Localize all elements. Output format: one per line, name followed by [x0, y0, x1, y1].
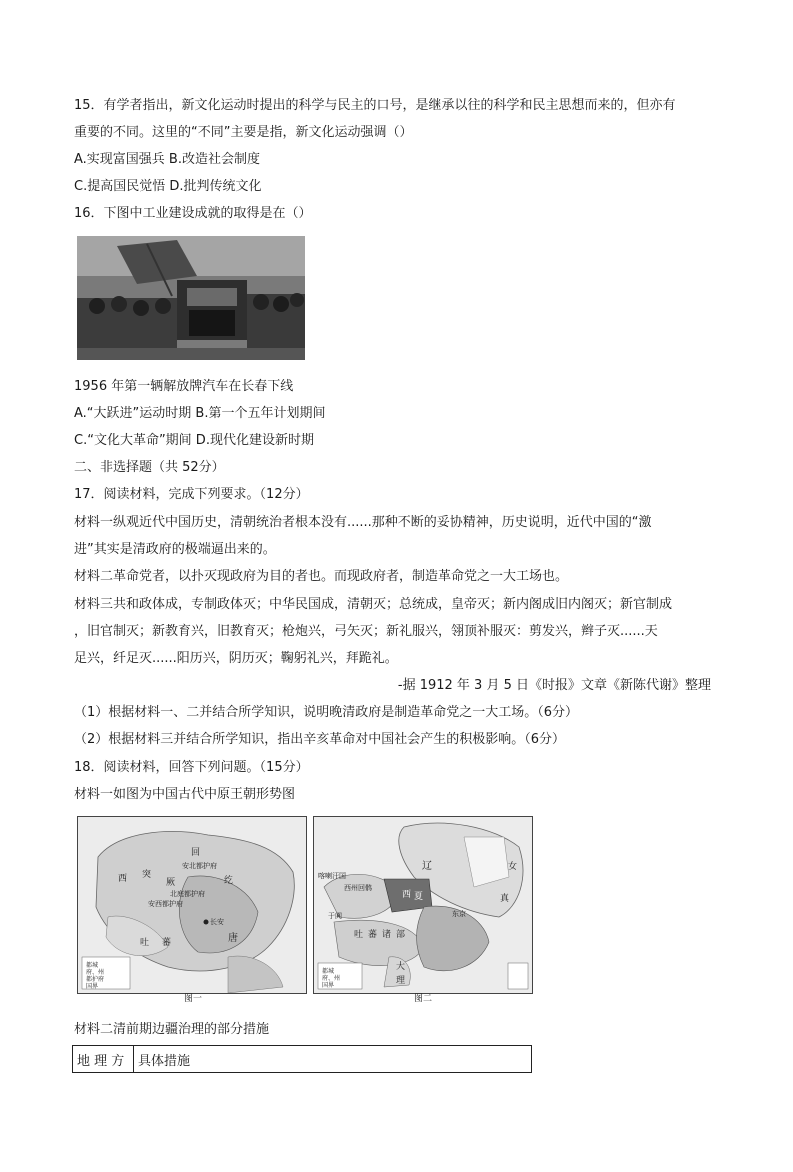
map2-legend-item: 都城	[322, 968, 335, 975]
map1-legend-item: 都城	[86, 962, 99, 969]
q17-material2: 材料二革命党者，以扑灭现政府为目的者也。而现政府者，制造革命党之一大工场也。	[74, 569, 569, 584]
table-header-row	[73, 1046, 532, 1073]
q15-stem-line2: 重要的不同。这里的“不同”主要是指，新文化运动强调（）	[74, 125, 413, 140]
border-measures-table	[72, 1045, 532, 1073]
q16-photo-caption: 1956 年第一辆解放牌汽车在长春下线	[74, 379, 294, 394]
q15-stem-line1: 15．有学者指出，新文化运动时提出的科学与民主的口号，是继承以往的科学和民主思想而来的，但亦有	[74, 98, 676, 113]
map2-label: 真	[500, 894, 510, 904]
truck-photo-illustration	[77, 236, 305, 360]
map1-label: 安北都护府	[182, 862, 217, 870]
q17-material1-line2: 进”其实是清政府的极端逼出来的。	[74, 542, 276, 557]
q18-material2: 材料二清前期边疆治理的部分措施	[74, 1022, 270, 1037]
q17-source-citation: -据 1912 年 3 月 5 日《时报》文章《新陈代谢》整理	[397, 678, 711, 693]
map1-label: 纥	[224, 876, 234, 886]
map1-terrain	[78, 817, 306, 993]
map2-label: 诸	[382, 930, 392, 940]
map-tang-dynasty	[77, 816, 307, 994]
q18-material1: 材料一如图为中国古代中原王朝形势图	[74, 787, 296, 802]
map1-caption: 图一	[184, 994, 203, 1004]
q18-stem: 18．阅读材料，回答下列问题。（15分）	[74, 760, 309, 775]
table-header-cell: 具体措施	[134, 1046, 532, 1073]
map2-caption: 图二	[414, 994, 433, 1004]
map1-label: 北庭都护府	[170, 890, 205, 898]
map1-label: 吐	[140, 938, 150, 948]
q17-material3-line3: 足兴，纤足灭......阳历兴，阴历灭；鞠躬礼兴，拜跪礼。	[74, 651, 398, 666]
q17-material3-line2: ，旧官制灭；新教育兴，旧教育灭；枪炮兴，弓矢灭；新礼服兴，翎顶补服灭：剪发兴，辫子灭......天	[74, 624, 658, 639]
q16-options-cd: C.“文化大革命”期间 D.现代化建设新时期	[74, 433, 314, 448]
q15-options-ab: A.实现富国强兵 B.改造社会制度	[74, 152, 260, 167]
map2-label: 西州回鹘	[344, 884, 372, 892]
map2-legend-item: 国界	[322, 982, 335, 989]
table-header-cell: 地 理 方	[73, 1046, 134, 1073]
map2-label: 夏	[414, 892, 424, 902]
map1-label: 回	[191, 848, 201, 858]
map2-label: 吐	[354, 930, 364, 940]
map2-label: 喀喇汗国	[318, 872, 346, 880]
map1-label: 突	[142, 870, 152, 880]
map2-legend-item: 府、州	[322, 975, 341, 982]
truck-photo	[77, 236, 305, 360]
section2-title: 二、非选择题（共 52分）	[74, 460, 225, 475]
q15-options-cd: C.提高国民觉悟 D.批判传统文化	[74, 179, 262, 194]
q17-subquestion2: （2）根据材料三并结合所学知识，指出辛亥革命对中国社会产生的积极影响。（6分）	[74, 732, 566, 747]
map2-label: 大	[396, 962, 406, 972]
map1-label: 厥	[166, 878, 176, 888]
map2-terrain	[314, 817, 532, 993]
map1-legend-item: 府、州	[86, 969, 105, 976]
map1-label: 唐	[228, 933, 238, 944]
map2-label: 女	[508, 862, 518, 872]
map2-label: 部	[396, 930, 406, 940]
map2-label: 辽	[422, 861, 432, 872]
map1-legend-item: 都护府	[86, 976, 105, 983]
map-song-dynasty	[313, 816, 533, 994]
map1-label: 蕃	[162, 938, 172, 948]
q17-material1-line1: 材料一纵观近代中国历史，清朝统治者根本没有......那种不断的妥协精神，历史说明，近代中国的“激	[74, 515, 652, 530]
q17-subquestion1: （1）根据材料一、二并结合所学知识，说明晚清政府是制造革命党之一大工场。（6分）	[74, 705, 579, 720]
map1-label: 西	[118, 874, 128, 884]
q17-stem: 17．阅读材料，完成下列要求。（12分）	[74, 487, 309, 502]
map2-label: 东京	[452, 910, 466, 918]
q17-material3-line1: 材料三共和政体成，专制政体灭；中华民国成，清朝灭；总统成，皇帝灭；新内阁成旧内阁灭；新官制成	[74, 597, 673, 612]
map1-label: 安西都护府	[148, 900, 183, 908]
map1-legend-item: 国界	[86, 983, 99, 990]
map2-label: 蕃	[368, 930, 378, 940]
map2-label: 西	[402, 890, 412, 900]
q16-options-ab: A.“大跃进”运动时期 B.第一个五年计划期间	[74, 406, 326, 421]
map2-label: 理	[396, 976, 406, 986]
map2-label: 于阗	[328, 912, 342, 920]
q16-stem: 16．下图中工业建设成就的取得是在（）	[74, 206, 312, 221]
map1-label: 长安	[210, 918, 224, 926]
